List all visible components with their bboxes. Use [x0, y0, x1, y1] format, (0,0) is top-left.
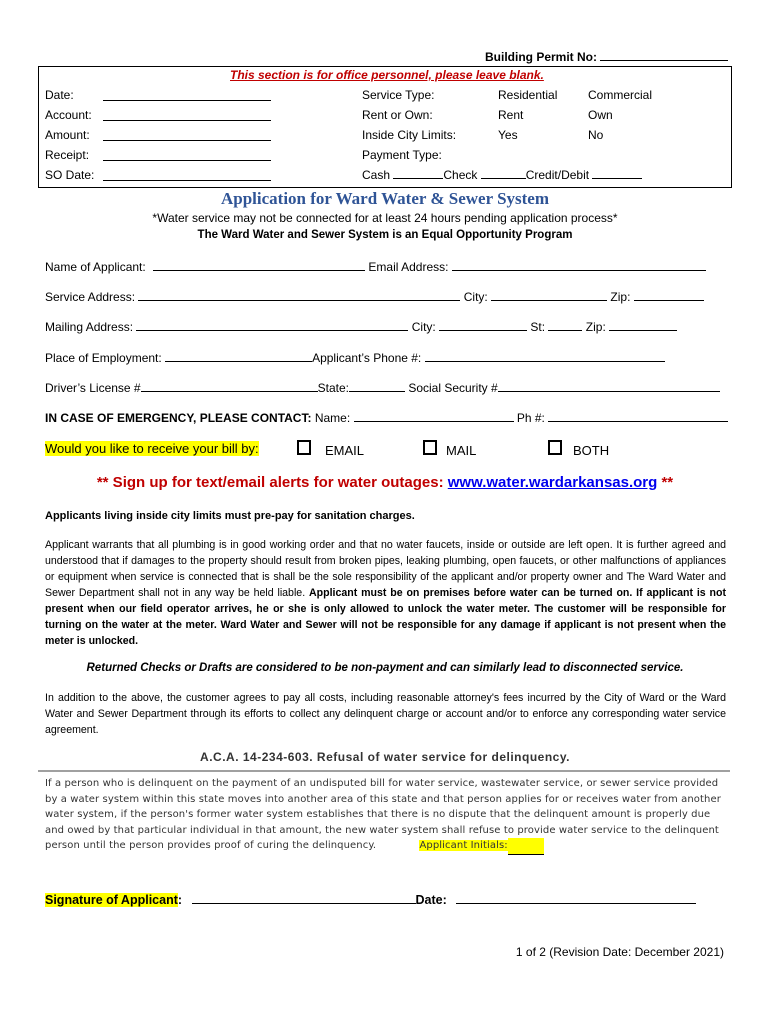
- service-address-field[interactable]: [138, 290, 460, 301]
- mailing-address-row: [45, 320, 677, 334]
- warranty-text: Applicant warrants that all plumbing is in good working order and that no water faucets, inside or outside are left open. It is further agreed and understood that if damages to the property should result from broken pipes, leaking plumbing, open faucets, or other malfunctions of appliances or equipment when service is connected that is shall be the sole responsibility of the applicant and/or property owner and The Ward Water and Sewer Department shall not in any way be held liable.: [45, 539, 726, 599]
- mailing-st-field[interactable]: [548, 320, 582, 331]
- mail-checkbox[interactable]: [423, 440, 437, 455]
- alerts-suffix: **: [661, 474, 674, 491]
- signature-row: Signature of Applicant: Date:: [45, 893, 696, 907]
- name-label: Name of Applicant:: [45, 260, 146, 274]
- mailing-city-label: City:: [411, 320, 436, 334]
- mailing-zip-field[interactable]: [609, 320, 677, 331]
- ssn-label: Social Security #: [408, 381, 498, 395]
- office-account-field[interactable]: [103, 110, 271, 121]
- service-city-field[interactable]: [491, 290, 607, 301]
- inside-city-label: Inside City Limits:: [362, 128, 457, 142]
- mailing-zip-label: Zip:: [585, 320, 606, 334]
- license-label: Driver’s License #: [45, 381, 141, 395]
- phone-label: Applicant’s Phone #:: [312, 351, 422, 365]
- service-address-row: [45, 290, 704, 304]
- building-permit: [485, 50, 728, 64]
- subtitle: *Water service may not be connected for at least 24 hours pending application process*: [152, 211, 618, 225]
- aca-paragraph: [45, 776, 726, 855]
- mailing-st-label: St:: [530, 320, 546, 334]
- office-amount-field[interactable]: [103, 130, 271, 141]
- ssn-field[interactable]: [498, 381, 720, 392]
- signature-date-label: Date:: [415, 893, 447, 907]
- alerts-link[interactable]: www.water.wardarkansas.org: [447, 474, 658, 491]
- no-option[interactable]: No: [588, 128, 604, 142]
- signature-field[interactable]: [192, 893, 416, 904]
- employment-field[interactable]: [165, 351, 312, 362]
- emergency-ph-label: Ph #:: [516, 411, 545, 425]
- office-receipt-label: Receipt:: [45, 148, 90, 162]
- service-zip-label: Zip:: [610, 290, 631, 304]
- returned-checks-note: Returned Checks or Drafts are considered to be non-payment and can similarly lead to disconnected service.: [86, 662, 684, 674]
- name-field[interactable]: [153, 260, 365, 271]
- emergency-row: [45, 411, 728, 425]
- email-checkbox[interactable]: [297, 440, 311, 455]
- cash-label: Cash: [362, 168, 391, 182]
- office-date-label: Date:: [45, 88, 74, 102]
- state-label: State:: [317, 381, 349, 395]
- license-row: [45, 381, 720, 395]
- service-zip-field[interactable]: [634, 290, 704, 301]
- credit-debit-field[interactable]: [592, 168, 642, 179]
- name-row: [45, 260, 706, 274]
- emergency-name-field[interactable]: [354, 411, 514, 422]
- office-notice: This section is for office personnel, please leave blank.: [230, 68, 544, 82]
- service-city-label: City:: [463, 290, 488, 304]
- own-option[interactable]: Own: [588, 108, 613, 122]
- permit-label: Building Permit No:: [485, 50, 597, 64]
- commercial-option[interactable]: Commercial: [588, 88, 653, 102]
- service-address-label: Service Address:: [45, 290, 136, 304]
- office-so-date-label: SO Date:: [45, 168, 95, 182]
- check-field[interactable]: [481, 168, 526, 179]
- office-receipt-field[interactable]: [103, 150, 271, 161]
- employment-row: [45, 351, 665, 365]
- warranty-paragraph: [45, 537, 726, 649]
- emergency-name-label: Name:: [314, 411, 351, 425]
- initials-field[interactable]: [508, 838, 544, 855]
- signature-date-field[interactable]: [456, 893, 696, 904]
- alerts-prefix: ** Sign up for text/email alerts for water outages:: [96, 474, 444, 491]
- yes-option[interactable]: Yes: [498, 128, 518, 142]
- page-footer: 1 of 2 (Revision Date: December 2021): [515, 945, 724, 959]
- mailing-city-field[interactable]: [439, 320, 527, 331]
- office-so-date-field[interactable]: [103, 170, 271, 181]
- office-account-label: Account:: [45, 108, 92, 122]
- cash-field[interactable]: [393, 168, 443, 179]
- permit-number-field[interactable]: [600, 50, 728, 61]
- alerts-banner: [0, 474, 770, 491]
- email-field[interactable]: [452, 260, 706, 271]
- warranty-bold-text: Applicant must be on premises before water can be turned on. If applicant is not present when our field operator arrives, he or she is only allowed to unlock the water meter. The customer will be responsible for turning on the water at the meter. Ward Water and Sewer will not be responsible for any damage if applicant is not present when the meter is unlocked.: [45, 587, 726, 647]
- bill-question: Would you like to receive your bill by:: [45, 441, 259, 456]
- equal-opportunity-note: The Ward Water and Sewer System is an Equal Opportunity Program: [197, 229, 573, 241]
- employment-label: Place of Employment:: [45, 351, 162, 365]
- rent-option[interactable]: Rent: [498, 108, 524, 122]
- emergency-phone-field[interactable]: [548, 411, 728, 422]
- payment-options: [362, 168, 642, 182]
- emergency-label: IN CASE OF EMERGENCY, PLEASE CONTACT:: [45, 411, 312, 425]
- office-date-field[interactable]: [103, 90, 271, 101]
- page-title: Application for Ward Water & Sewer System: [220, 189, 550, 208]
- both-checkbox[interactable]: [548, 440, 562, 455]
- phone-field[interactable]: [425, 351, 665, 362]
- initials-label: Applicant Initials:: [419, 840, 508, 851]
- costs-paragraph: In addition to the above, the customer agrees to pay all costs, including reasonable attorney's fees incurred by the City of Ward or the Ward Water and Sewer Department through its efforts to collect any delinquent charge or account and/or to enforce any corresponding water service agreement.: [45, 692, 726, 736]
- aca-heading: A.C.A. 14-234-603. Refusal of water service for delinquency.: [200, 750, 570, 764]
- check-label: Check: [443, 168, 478, 182]
- residential-option[interactable]: Residential: [498, 88, 558, 102]
- signature-label: Signature of Applicant: [45, 893, 178, 907]
- mailing-address-label: Mailing Address:: [45, 320, 134, 334]
- mail-option-label: MAIL: [446, 443, 477, 458]
- sanitation-note: Applicants living inside city limits must pre-pay for sanitation charges.: [45, 510, 415, 522]
- state-field[interactable]: [349, 381, 405, 392]
- license-field[interactable]: [141, 381, 318, 392]
- aca-text: If a person who is delinquent on the payment of an undisputed bill for water service, wastewater service, or sewer service provided by a water system within this state moves into another area of this state and that person applies for or receives water from another water system, if the person's former water system establishes that there is no dispute that the delinquent amount is properly due and owed by that particular individual in that amount, the new water system shall refuse to provide water service to the delinquent person until the person provides proof of curing the delinquency.: [45, 778, 721, 851]
- credit-debit-label: Credit/Debit: [525, 168, 590, 182]
- service-type-label: Service Type:: [362, 88, 435, 102]
- email-option-label: EMAIL: [325, 443, 365, 458]
- rent-or-own-label: Rent or Own:: [362, 108, 433, 122]
- payment-type-label: Payment Type:: [362, 148, 442, 162]
- office-date-row: [45, 88, 74, 102]
- office-amount-label: Amount:: [45, 128, 90, 142]
- mailing-address-field[interactable]: [136, 320, 408, 331]
- both-option-label: BOTH: [573, 443, 610, 458]
- email-label: Email Address:: [368, 260, 449, 274]
